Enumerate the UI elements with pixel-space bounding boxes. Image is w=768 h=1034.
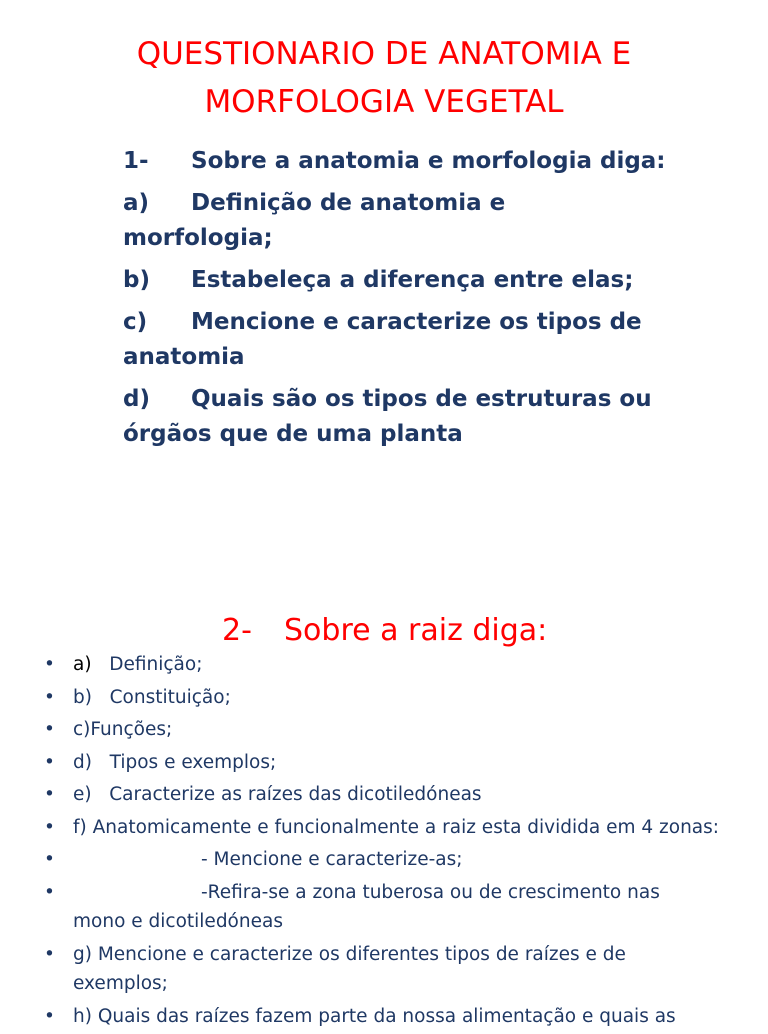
list-item <box>44 748 744 778</box>
question-2-list <box>44 650 744 1034</box>
item-text: f) Anatomicamente e funcionalmente a raiz esta dividida em 4 zonas: <box>73 816 720 838</box>
item-text: h) Quais das raízes fazem parte da nossa alimentação e quais as <box>73 1005 676 1027</box>
item-text-continuation: órgãos que de uma planta <box>123 421 463 447</box>
list-item <box>44 1002 744 1032</box>
question-1-item-a <box>123 186 683 256</box>
item-text: Tipos e exemplos; <box>109 751 277 773</box>
bullet-icon: • <box>44 784 55 805</box>
item-label: c) <box>123 309 148 335</box>
item-text: Constituição; <box>109 686 231 708</box>
item-text: g) Mencione e caracterize os diferentes tipos de raízes e de <box>73 943 626 965</box>
item-label: e) <box>73 784 92 805</box>
item-label: a) <box>123 190 150 216</box>
list-item <box>44 813 744 843</box>
list-item <box>44 650 744 680</box>
question-1-heading <box>123 144 683 179</box>
list-item <box>44 683 744 713</box>
item-text-continuation: exemplos; <box>73 973 168 994</box>
title-line-2: MORFOLOGIA VEGETAL <box>204 84 564 120</box>
bullet-icon: • <box>44 816 55 838</box>
bullet-icon: • <box>44 849 55 870</box>
item-text: Estabeleça a diferença entre elas; <box>191 267 634 293</box>
list-item <box>44 715 744 745</box>
item-text: Definição de anatomia e <box>191 190 506 216</box>
bullet-icon: • <box>44 881 55 903</box>
item-text-continuation: anatomia <box>123 344 245 370</box>
item-text: Definição; <box>109 654 203 675</box>
bullet-icon: • <box>44 686 55 708</box>
question-1-item-b <box>123 263 683 298</box>
list-item <box>44 780 744 810</box>
question-2-number: 2- <box>222 613 252 648</box>
bullet-icon: • <box>44 1005 55 1027</box>
item-text-continuation: morfologia; <box>123 225 273 251</box>
list-item <box>44 845 744 875</box>
item-text: Mencione e caracterize os tipos de <box>191 309 642 335</box>
list-item <box>44 878 744 937</box>
item-text-continuation: mono e dicotiledóneas <box>73 911 283 932</box>
item-text: Caracterize as raízes das dicotiledóneas <box>109 784 482 805</box>
title-line-1: QUESTIONARIO DE ANATOMIA E <box>136 36 632 72</box>
list-item <box>44 940 744 999</box>
question-1 <box>123 144 683 459</box>
item-text: c)Funções; <box>73 719 173 740</box>
item-label: a) <box>73 654 92 675</box>
question-1-heading-text: Sobre a anatomia e morfologia diga: <box>191 148 666 174</box>
question-2-heading-text: Sobre a raiz diga: <box>284 613 548 648</box>
item-label: b) <box>123 267 150 293</box>
question-1-item-d <box>123 382 683 452</box>
question-1-item-c <box>123 305 683 375</box>
question-2-heading <box>222 608 547 654</box>
bullet-icon: • <box>44 654 55 675</box>
item-label: b) <box>73 686 92 708</box>
bullet-icon: • <box>44 943 55 965</box>
question-1-number: 1- <box>123 148 149 174</box>
item-text: Quais são os tipos de estruturas ou <box>191 386 652 412</box>
document-title <box>0 30 768 126</box>
item-label: d) <box>73 751 92 773</box>
item-label: d) <box>123 386 150 412</box>
bullet-icon: • <box>44 719 55 740</box>
bullet-icon: • <box>44 751 55 773</box>
item-text: -Refira-se a zona tuberosa ou de crescimento nas <box>201 881 660 903</box>
item-text: - Mencione e caracterize-as; <box>201 849 463 870</box>
